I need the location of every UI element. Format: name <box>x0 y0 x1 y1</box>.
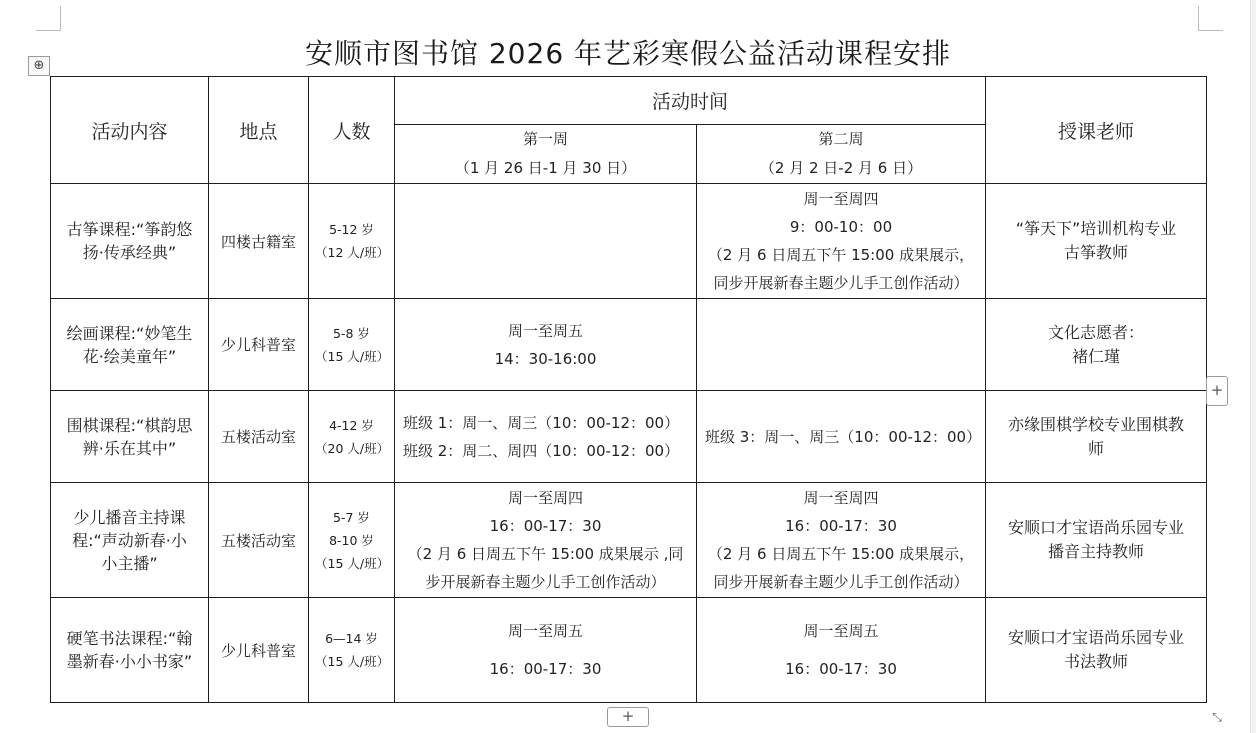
time-line: （2 月 6 日周五下午 15:00 成果展示 ,同 <box>407 545 684 563</box>
time-line: 周一至周四 <box>803 190 879 208</box>
week2-cell[interactable] <box>697 483 986 598</box>
header-location: 地点 <box>209 77 309 184</box>
count-cell[interactable] <box>309 299 395 391</box>
count-line: （15 人/班） <box>315 654 390 669</box>
course-line: 小主播” <box>101 553 158 573</box>
time-line: 周一至周四 <box>803 489 879 507</box>
time-line: 同步开展新春主题少儿手工创作活动） <box>713 573 969 591</box>
header-teacher: 授课老师 <box>986 77 1207 184</box>
course-line: 墨新春·小小书家” <box>66 652 193 671</box>
week2-cell[interactable] <box>697 391 986 483</box>
week2-cell[interactable] <box>697 184 986 299</box>
header-row <box>51 77 1207 125</box>
course-cell[interactable] <box>51 299 209 391</box>
teacher-line: 播音主持教师 <box>1048 542 1145 561</box>
week2-cell[interactable] <box>697 299 986 391</box>
time-line: 班级 2：周二、周四（10：00-12：00） <box>403 441 680 460</box>
count-line: 5-8 岁 <box>333 325 370 341</box>
course-line: 少儿播音主持课 <box>73 507 186 527</box>
course-line: 绘画课程:“妙笔生 <box>66 323 193 343</box>
time-line: 周一至周四 <box>507 489 583 507</box>
teacher-line: 褚仁瑾 <box>1072 346 1121 366</box>
week1-cell[interactable] <box>395 483 697 598</box>
table-row <box>51 391 1207 483</box>
time-line: 16：00-17：30 <box>489 517 602 535</box>
count-line: 6—14 岁 <box>325 631 378 646</box>
teacher-line: 亦缘围棋学校专业围棋教 <box>1008 414 1185 434</box>
time-line: 16：00-17：30 <box>489 660 602 678</box>
count-line: （15 人/班） <box>315 555 390 571</box>
table-row <box>51 184 1207 299</box>
time-line: （2 月 6 日周五下午 15:00 成果展示， <box>707 246 975 264</box>
header-week2 <box>697 125 986 184</box>
location-cell[interactable]: 五楼活动室 <box>209 483 309 598</box>
time-line: 周一至周五 <box>803 622 879 640</box>
location-cell[interactable]: 少儿科普室 <box>209 598 309 703</box>
course-line: 硬笔书法课程:“翰 <box>66 629 193 648</box>
count-cell[interactable] <box>309 483 395 598</box>
teacher-cell[interactable] <box>986 483 1207 598</box>
course-line: 花·绘美童年” <box>82 346 177 366</box>
add-row-button[interactable]: + <box>607 707 649 727</box>
count-line: 5-12 岁 <box>329 222 374 237</box>
teacher-cell[interactable] <box>986 391 1207 483</box>
teacher-line: 书法教师 <box>1064 652 1129 671</box>
table-move-handle-icon[interactable]: ⊕ <box>28 56 50 76</box>
count-line: （20 人/班） <box>315 440 390 456</box>
teacher-cell[interactable] <box>986 299 1207 391</box>
header-time: 活动时间 <box>395 77 986 125</box>
count-line: 5-7 岁 <box>333 509 370 525</box>
count-cell[interactable] <box>309 598 395 703</box>
count-line: 8-10 岁 <box>329 532 374 548</box>
teacher-cell[interactable] <box>986 598 1207 703</box>
page-corner-mark-right <box>1198 6 1223 31</box>
teacher-line: 文化志愿者： <box>1048 322 1145 342</box>
schedule-table <box>50 76 1207 703</box>
time-line: 16：00-17：30 <box>785 660 897 678</box>
time-line: 9：00-10：00 <box>789 218 893 236</box>
course-cell[interactable] <box>51 598 209 703</box>
time-line: 同步开展新春主题少儿手工创作活动） <box>713 274 969 292</box>
header-week1 <box>395 125 697 184</box>
document-title: 安顺市图书馆 2026 年艺彩寒假公益活动课程安排 <box>304 37 952 70</box>
location-cell[interactable]: 少儿科普室 <box>209 299 309 391</box>
count-cell[interactable] <box>309 391 395 483</box>
teacher-line: 安顺口才宝语尚乐园专业 <box>1008 628 1185 647</box>
count-cell[interactable] <box>309 184 395 299</box>
time-line: （2 月 6 日周五下午 15:00 成果展示， <box>707 545 975 563</box>
course-cell[interactable] <box>51 391 209 483</box>
count-line: 4-12 岁 <box>329 417 374 433</box>
header-content: 活动内容 <box>51 77 209 184</box>
table-resize-icon[interactable]: ⤡ <box>1212 710 1222 724</box>
course-cell[interactable] <box>51 483 209 598</box>
header-week2-range: （2 月 2 日-2 月 6 日） <box>759 159 923 177</box>
page-corner-mark-left <box>36 6 61 31</box>
course-cell[interactable] <box>51 184 209 299</box>
week1-cell[interactable] <box>395 184 697 299</box>
teacher-line: 古筝教师 <box>1064 243 1129 262</box>
week1-cell[interactable] <box>395 299 697 391</box>
time-line: 14：30-16:00 <box>494 349 597 368</box>
header-count: 人数 <box>309 77 395 184</box>
table-row <box>51 598 1207 703</box>
count-line: （12 人/班） <box>315 245 390 260</box>
header-week2-title: 第二周 <box>818 130 864 148</box>
header-week1-range: （1 月 26 日-1 月 30 日） <box>454 159 637 177</box>
time-line: 16：00-17：30 <box>785 517 897 535</box>
course-line: 古筝课程:“筝韵悠 <box>66 220 193 239</box>
course-line: 扬·传承经典” <box>82 243 177 262</box>
count-line: （15 人/班） <box>315 348 390 364</box>
teacher-line: 安顺口才宝语尚乐园专业 <box>1008 518 1185 537</box>
teacher-cell[interactable] <box>986 184 1207 299</box>
table-row <box>51 483 1207 598</box>
add-column-button[interactable]: + <box>1206 376 1228 406</box>
teacher-line: 师 <box>1088 438 1105 458</box>
location-cell[interactable]: 五楼活动室 <box>209 391 309 483</box>
time-line: 步开展新春主题少儿手工创作活动） <box>425 573 666 591</box>
window-right-edge <box>1250 0 1256 733</box>
header-week1-title: 第一周 <box>522 130 568 148</box>
time-line: 班级 3：周一、周三（10：00-12：00） <box>705 427 982 446</box>
week2-cell[interactable] <box>697 598 986 703</box>
location-cell[interactable]: 四楼古籍室 <box>209 184 309 299</box>
course-line: 围棋课程:“棋韵思 <box>66 415 193 435</box>
teacher-line: “筝天下”培训机构专业 <box>1015 219 1177 238</box>
time-line: 周一至周五 <box>507 622 583 640</box>
time-line: 周一至周五 <box>507 321 583 340</box>
week1-cell[interactable] <box>395 391 697 483</box>
course-line: 程:“声动新春·小 <box>72 530 187 550</box>
week1-cell[interactable] <box>395 598 697 703</box>
time-line: 班级 1：周一、周三（10：00-12：00） <box>403 413 680 432</box>
course-line: 辨·乐在其中” <box>82 438 177 458</box>
table-row <box>51 299 1207 391</box>
